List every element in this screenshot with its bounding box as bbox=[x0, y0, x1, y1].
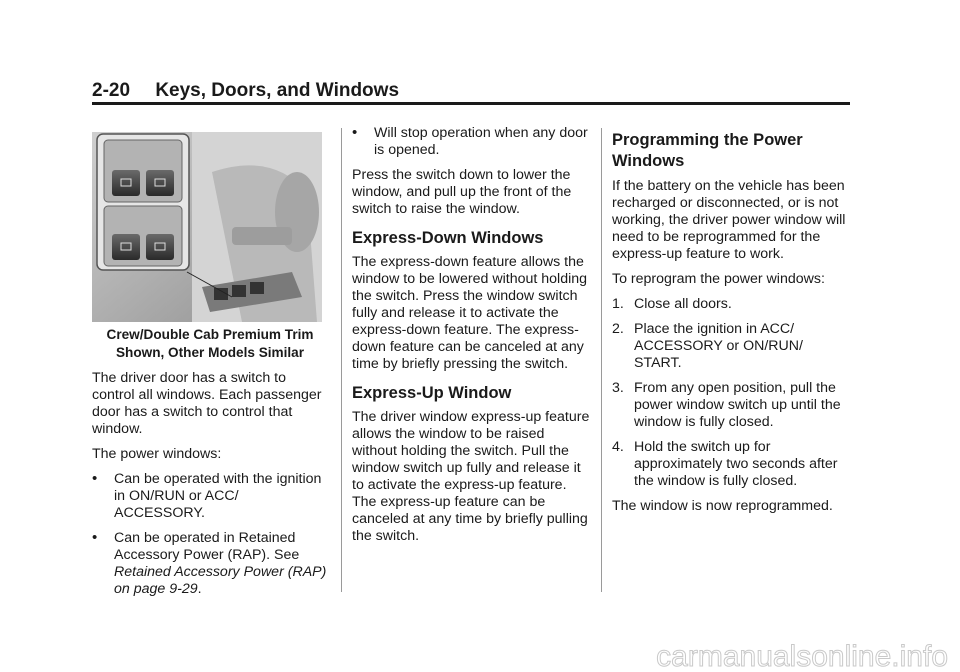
watermark-text: carmanualsonline.info bbox=[656, 640, 948, 672]
page-header bbox=[92, 80, 399, 102]
heading-express-down: Express-Down Windows bbox=[352, 229, 544, 247]
step-item: 4. Hold the switch up for approximately two seconds after the window is fully closed. bbox=[612, 439, 838, 489]
paragraph: Press the switch down to lower the window, and pull up the front of the switch to raise the window. bbox=[352, 167, 572, 217]
paragraph: The driver window express-up feature allows the window to be raised without holding the switch. Pull the window switch up fully and release it to activate the express-up feature. The express-up feature can be canceled at any time by briefly pulling the switch. bbox=[352, 409, 590, 544]
bullet-item: • Can be operated in Retained Accessory Power (RAP). See Retained Accessory Power (RAP) on page 9-29. bbox=[92, 530, 328, 598]
column-3 bbox=[612, 130, 852, 523]
column-2 bbox=[352, 125, 592, 553]
paragraph: The power windows: bbox=[92, 446, 222, 462]
window-switch-figure bbox=[92, 132, 322, 322]
bullet-item: • Can be operated with the ignition in ON/RUN or ACC/ ACCESSORY. bbox=[92, 471, 328, 522]
paragraph: The express-down feature allows the window to be lowered without holding the switch. Press the window switch fully and release it to activate the express-down feature. The express-down feature can be canceled at any time by briefly pressing the switch. bbox=[352, 254, 588, 372]
step-item: 3. From any open position, pull the power window switch up until the window is fully closed. bbox=[612, 380, 841, 430]
bullet-item: • Will stop operation when any door is opened. bbox=[352, 125, 592, 159]
cross-reference-link[interactable]: Retained Accessory Power (RAP) on page 9-29 bbox=[114, 564, 327, 597]
column-divider bbox=[341, 128, 342, 592]
step-item: 1. Close all doors. bbox=[612, 296, 732, 312]
column-1 bbox=[92, 132, 328, 606]
step-item: 2. Place the ignition in ACC/ ACCESSORY or ON/RUN/ START. bbox=[612, 321, 803, 371]
figure-caption: Crew/Double Cab Premium Trim Shown, Other Models Similar bbox=[106, 327, 314, 360]
column-divider bbox=[601, 128, 602, 592]
heading-express-up: Express-Up Window bbox=[352, 384, 512, 402]
paragraph: The window is now reprogrammed. bbox=[612, 498, 833, 514]
paragraph: To reprogram the power windows: bbox=[612, 271, 825, 287]
page-number: 2-20 bbox=[92, 80, 131, 101]
heading-programming: Programming the Power Windows bbox=[612, 131, 803, 170]
header-rule bbox=[92, 102, 850, 105]
watermark bbox=[0, 636, 960, 672]
paragraph: If the battery on the vehicle has been recharged or disconnected, or is not working, the driver power window will need to be reprogrammed for the express-up feature to work. bbox=[612, 178, 846, 262]
paragraph: The driver door has a switch to control all windows. Each passenger door has a switch to control that window. bbox=[92, 370, 322, 437]
section-title: Keys, Doors, and Windows bbox=[155, 80, 400, 101]
